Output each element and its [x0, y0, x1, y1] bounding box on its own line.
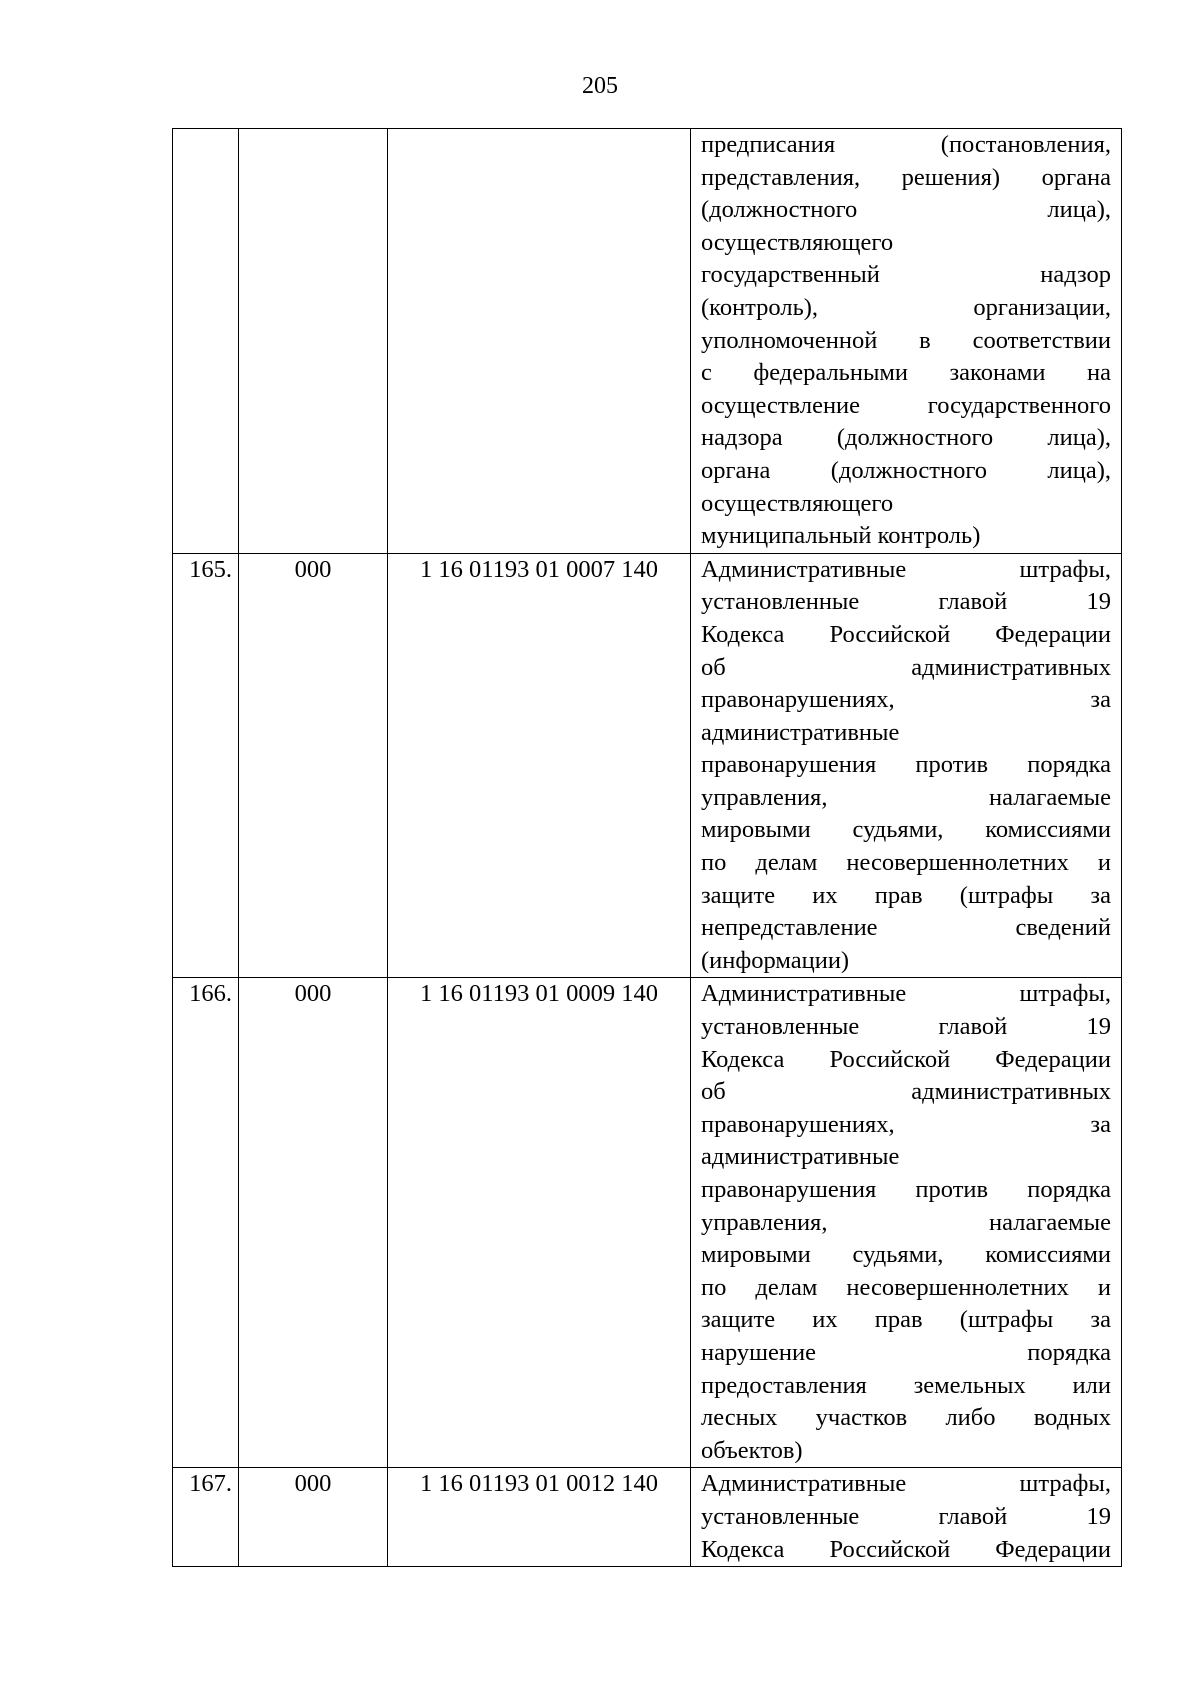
description-line: правонарушениях, за	[701, 686, 1111, 714]
row-number-cell: 167.	[173, 1468, 239, 1567]
description-line: установленные главой 19	[701, 588, 1111, 616]
admin-code-cell: 000	[239, 553, 388, 978]
description-line: об административных	[701, 1078, 1111, 1106]
description-line: с федеральными законами на	[701, 359, 1111, 387]
description-line: Административные штрафы,	[701, 980, 1111, 1008]
budget-classification-code-cell	[388, 129, 691, 554]
description-line: административные	[701, 1143, 900, 1171]
page-number: 205	[582, 73, 618, 99]
description-line: управления, налагаемые	[701, 1208, 1111, 1236]
description-line: надзора (должностного лица),	[701, 424, 1111, 452]
description-line: установленные главой 19	[701, 1502, 1111, 1530]
description-line: правонарушения против порядка	[701, 1176, 1111, 1203]
description-line: (контроль), организации,	[701, 293, 1111, 321]
description-line: административные	[701, 718, 900, 746]
budget-codes-table	[172, 128, 1122, 1567]
description-line: осуществляющего	[701, 489, 894, 517]
description-line: защите их прав (штрафы за	[701, 1306, 1111, 1334]
description-line: представления, решения) органа	[701, 163, 1111, 191]
description-line: Административные штрафы,	[701, 555, 1111, 583]
description-line: Кодекса Российской Федерации	[701, 620, 1111, 648]
description-line: защите их прав (штрафы за	[701, 881, 1111, 909]
description-cell	[691, 978, 1122, 1468]
description-line: лесных участков либо водных	[701, 1404, 1111, 1432]
description-cell	[691, 129, 1122, 554]
budget-classification-code-cell: 1 16 01193 01 0012 140	[388, 1468, 691, 1567]
table-row	[173, 978, 1122, 1468]
row-number-cell: 165.	[173, 553, 239, 978]
description-line: объектов)	[701, 1436, 803, 1464]
description-line: Кодекса Российской Федерации	[701, 1045, 1111, 1073]
description-line: управления, налагаемые	[701, 783, 1111, 811]
row-number-cell	[173, 129, 239, 554]
description-line: предписания (постановления,	[701, 131, 1111, 158]
description-line: нарушение порядка	[701, 1338, 1111, 1366]
description-line: государственный надзор	[701, 261, 1111, 289]
budget-classification-code-cell: 1 16 01193 01 0009 140	[388, 978, 691, 1468]
table-row	[173, 1468, 1122, 1567]
description-line: установленные главой 19	[701, 1013, 1111, 1041]
description-line: правонарушениях, за	[701, 1110, 1111, 1138]
table-body	[173, 129, 1122, 1567]
row-number-cell: 166.	[173, 978, 239, 1468]
description-line: (должностного лица),	[701, 196, 1111, 224]
admin-code-cell: 000	[239, 1468, 388, 1567]
description-line: по делам несовершеннолетних и	[701, 849, 1111, 877]
description-line: мировыми судьями, комиссиями	[701, 816, 1111, 844]
description-line: мировыми судьями, комиссиями	[701, 1241, 1111, 1269]
description-line: муниципальный контроль)	[701, 522, 981, 550]
description-cell	[691, 1468, 1122, 1567]
description-line: осуществляющего	[701, 228, 894, 256]
table-row	[173, 129, 1122, 554]
description-cell	[691, 553, 1122, 978]
description-line: осуществление государственного	[701, 391, 1111, 419]
description-line: предоставления земельных или	[701, 1371, 1111, 1399]
description-line: правонарушения против порядка	[701, 751, 1111, 779]
admin-code-cell	[239, 129, 388, 554]
budget-classification-code-cell: 1 16 01193 01 0007 140	[388, 553, 691, 978]
description-line: органа (должностного лица),	[701, 456, 1111, 484]
admin-code-cell: 000	[239, 978, 388, 1468]
description-line: уполномоченной в соответствии	[701, 326, 1111, 354]
description-line: Кодекса Российской Федерации	[701, 1535, 1111, 1563]
description-line: по делам несовершеннолетних и	[701, 1273, 1111, 1301]
description-line: об административных	[701, 653, 1111, 681]
description-line: Административные штрафы,	[701, 1470, 1111, 1498]
description-line: (информации)	[701, 946, 850, 974]
table-row	[173, 553, 1122, 978]
description-line: непредставление сведений	[701, 914, 1111, 942]
